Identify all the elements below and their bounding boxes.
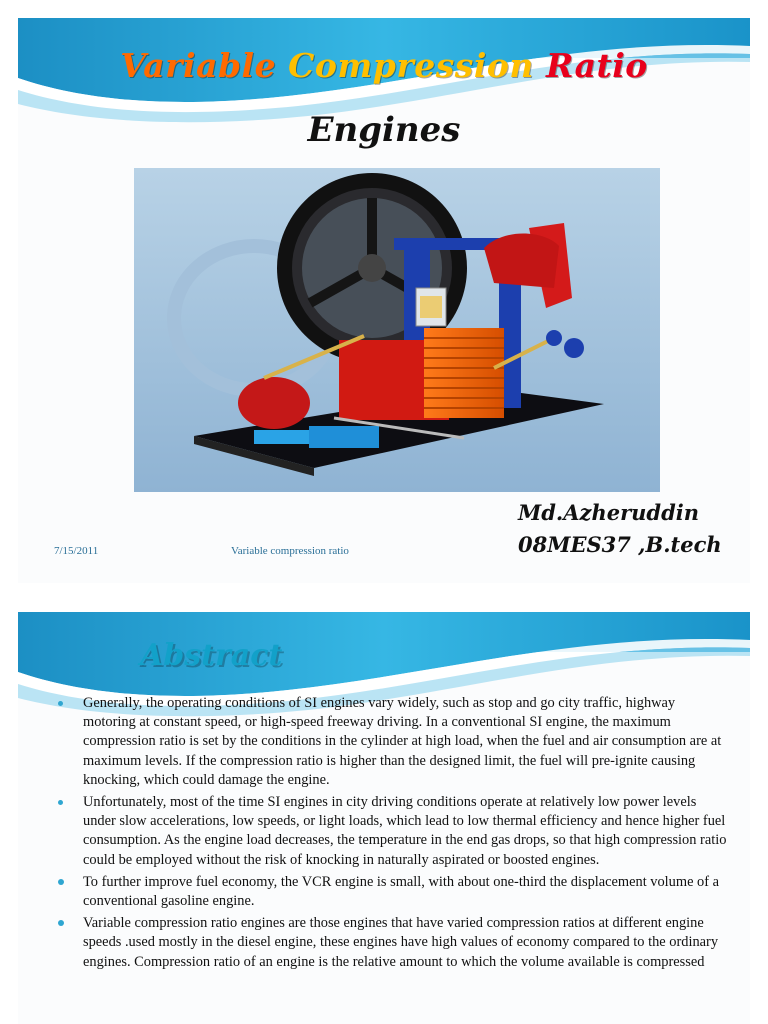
list-item (58, 793, 730, 870)
list-item (58, 914, 730, 972)
bullet-icon (58, 701, 63, 706)
title-word-variable: Variable (120, 46, 277, 85)
abstract-title: Abstract (140, 638, 283, 673)
bullet-icon (58, 800, 63, 805)
bullet-text: Unfortunately, most of the time SI engines in city driving conditions operate at relatively low power levels under slow accelerations, low speeds, or light loads, which lead to low thermal efficiency and hence higher fuel consumption. As the engine load decreases, the temperature in the end gas drops, so that high compression ratio could be employed without the risk of knocking in naturally aspirated or boosted engines. (83, 794, 727, 868)
bullet-text: Generally, the operating conditions of SI engines vary widely, such as stop and go city traffic, highway motoring at constant speed, or high-speed freeway driving. In a conventional SI engine, the maximum compression ratio is set by the conditions in the cylinder at high load, when the fuel and air consumption are at maximum levels. If the compression ratio is higher than the designed limit, the fuel will pre-ignite causing knocking, which could damage the engine. (83, 695, 722, 788)
engine-model-photo (134, 168, 660, 492)
list-item (58, 873, 730, 911)
title-slide (18, 18, 750, 583)
author-id: 08MES37 ,B.tech (518, 532, 722, 557)
footer-date: 7/15/2011 (54, 545, 99, 557)
footer-title: Variable compression ratio (231, 545, 349, 557)
list-item (58, 694, 730, 790)
slide-title-engines: Engines (307, 110, 461, 150)
title-word-compression: Compression (288, 46, 534, 85)
bullet-icon (58, 879, 64, 885)
bullet-icon (58, 920, 64, 926)
abstract-bullet-list (58, 694, 730, 975)
bullet-text: Variable compression ratio engines are those engines that have varied compression ratios at different engine speeds .used mostly in the diesel engine, these engines have high values of economy compared to the ordinary engines. Compression ratio of an engine is the relative amount to which the volume available is compressed (83, 915, 719, 970)
author-name: Md.Azheruddin (518, 500, 700, 525)
title-word-ratio: Ratio (545, 46, 648, 85)
slide-title (18, 46, 750, 85)
abstract-slide (18, 612, 750, 1024)
bullet-text: To further improve fuel economy, the VCR engine is small, with about one-third the displacement volume of a conventional gasoline engine. (83, 873, 720, 910)
